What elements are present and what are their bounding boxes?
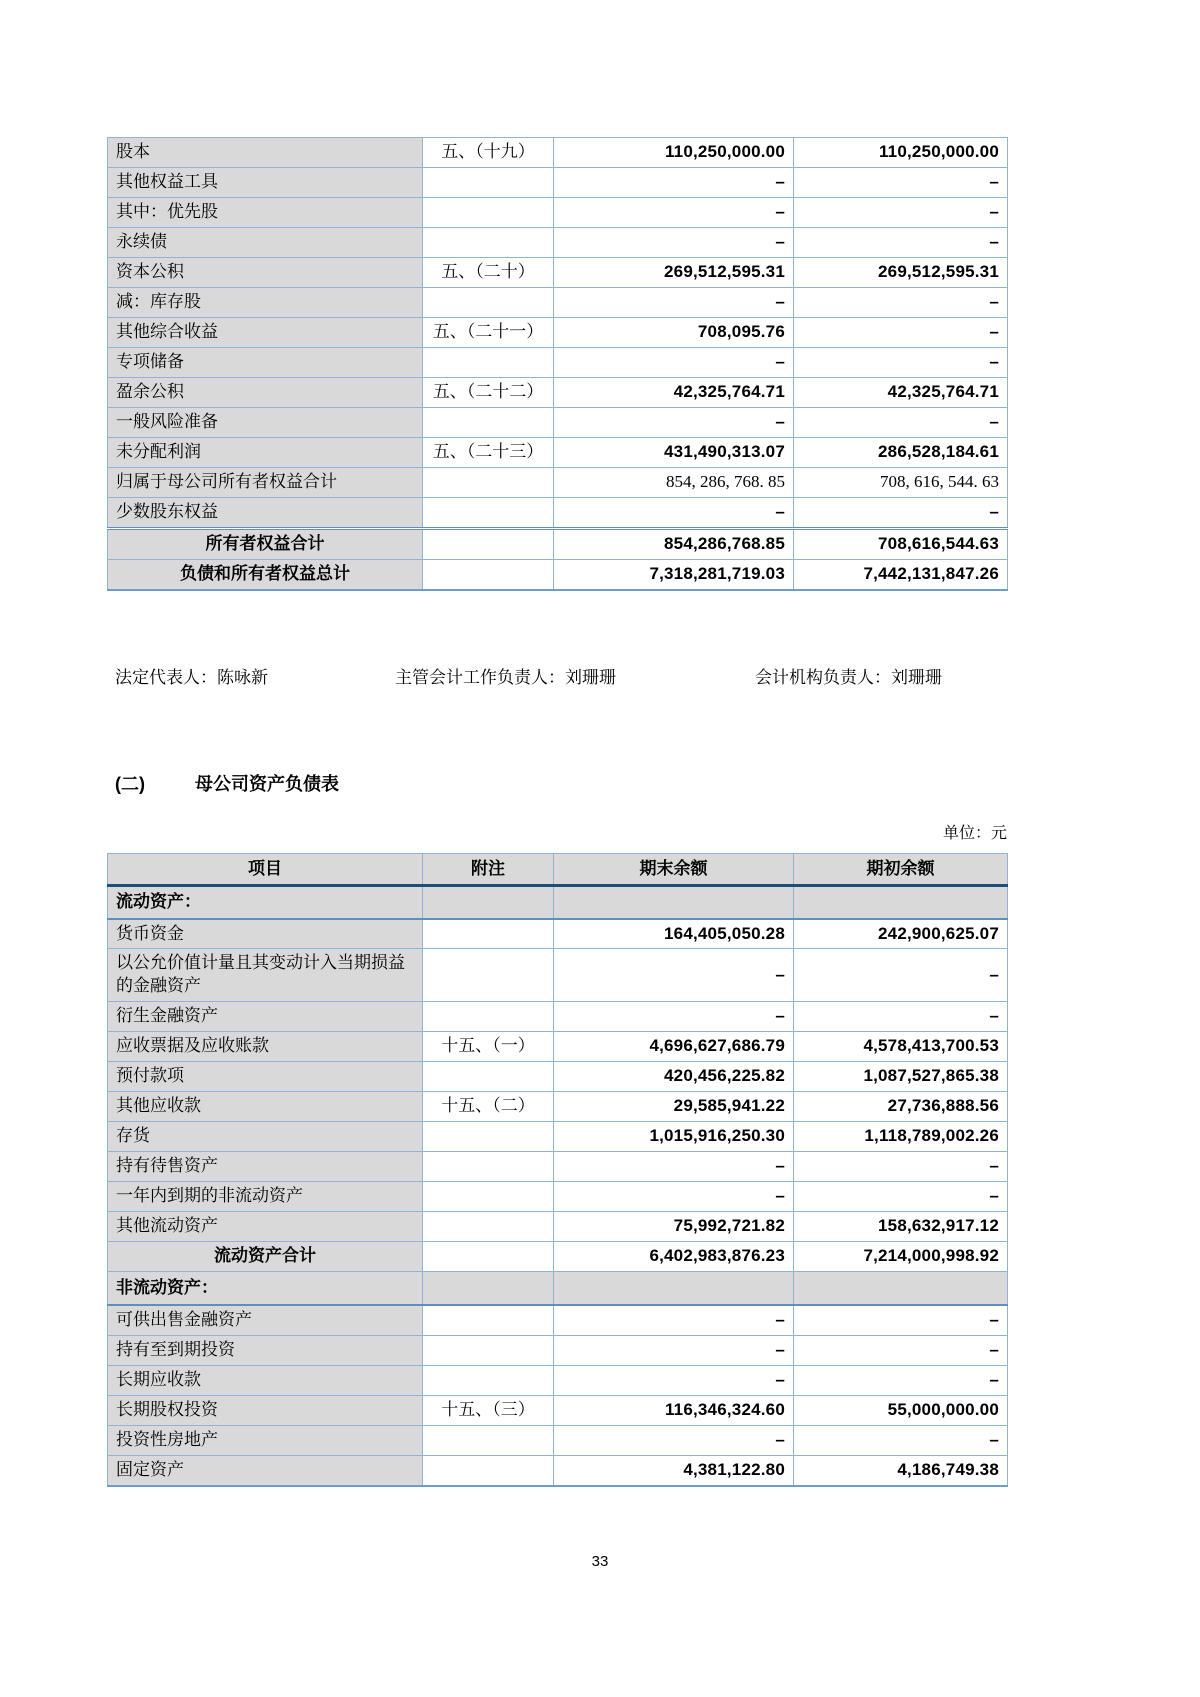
beginning-balance-cell: – [794, 198, 1008, 228]
ending-balance-cell: 164,405,050.28 [554, 919, 794, 949]
item-label-cell: 非流动资产： [108, 1272, 423, 1305]
table-row [108, 919, 1008, 949]
ending-balance-cell: 4,696,627,686.79 [554, 1032, 794, 1062]
beginning-balance-cell: – [794, 1335, 1008, 1365]
beginning-balance-cell: 1,087,527,865.38 [794, 1062, 1008, 1092]
note-cell [423, 559, 554, 589]
beginning-balance-cell: – [794, 1182, 1008, 1212]
ending-balance-cell: – [554, 1002, 794, 1032]
ending-balance-cell: – [554, 228, 794, 258]
ending-balance-cell: – [554, 498, 794, 529]
table-row [108, 1395, 1008, 1425]
column-header-ending-balance: 期末余额 [554, 854, 794, 886]
table-row [108, 288, 1008, 318]
balance-sheet-header [108, 854, 1008, 886]
balance-sheet-body [108, 886, 1008, 1486]
beginning-balance-cell: – [794, 1425, 1008, 1455]
table-row [108, 318, 1008, 348]
note-cell: 十五、（一） [423, 1032, 554, 1062]
table-row [108, 138, 1008, 168]
ending-balance-cell: 854, 286, 768. 85 [554, 468, 794, 498]
note-cell [423, 1062, 554, 1092]
item-label-cell: 衍生金融资产 [108, 1002, 423, 1032]
ending-balance-cell: – [554, 1365, 794, 1395]
note-cell [423, 348, 554, 378]
ending-balance-cell: 420,456,225.82 [554, 1062, 794, 1092]
accounting-agency-head-signature: 会计机构负责人：刘珊珊 [755, 668, 942, 687]
note-cell: 十五、（二） [423, 1092, 554, 1122]
note-cell [423, 1122, 554, 1152]
item-label-cell: 其他流动资产 [108, 1212, 423, 1242]
beginning-balance-cell: 4,186,749.38 [794, 1455, 1008, 1485]
beginning-balance-cell: 1,118,789,002.26 [794, 1122, 1008, 1152]
ending-balance-cell: – [554, 1182, 794, 1212]
note-cell [423, 1182, 554, 1212]
item-label-cell: 一年内到期的非流动资产 [108, 1182, 423, 1212]
beginning-balance-cell: 55,000,000.00 [794, 1395, 1008, 1425]
section-row [108, 886, 1008, 919]
table-row [108, 1122, 1008, 1152]
table-row [108, 348, 1008, 378]
ending-balance-cell: – [554, 168, 794, 198]
item-label-cell: 持有至到期投资 [108, 1335, 423, 1365]
note-cell [423, 498, 554, 529]
beginning-balance-cell: 7,214,000,998.92 [794, 1242, 1008, 1272]
item-label-cell: 应收票据及应收账款 [108, 1032, 423, 1062]
table-row [108, 1152, 1008, 1182]
unit-label: 单位：元 [942, 825, 1007, 842]
table-row [108, 408, 1008, 438]
subtotal-row [108, 1242, 1008, 1272]
note-cell [423, 919, 554, 949]
beginning-balance-cell: 286,528,184.61 [794, 438, 1008, 468]
section-row [108, 1272, 1008, 1305]
note-cell: 五、（二十） [423, 258, 554, 288]
beginning-balance-cell: – [794, 498, 1008, 529]
table-row [108, 228, 1008, 258]
table-row [108, 1032, 1008, 1062]
ending-balance-cell: – [554, 198, 794, 228]
beginning-balance-cell: 27,736,888.56 [794, 1092, 1008, 1122]
ending-balance-cell: – [554, 408, 794, 438]
item-label-cell: 其他应收款 [108, 1092, 423, 1122]
section-title: 母公司资产负债表 [195, 774, 339, 794]
subtotal-row [108, 528, 1008, 559]
note-cell [423, 1365, 554, 1395]
ending-balance-cell: – [554, 949, 794, 1002]
item-label-cell: 一般风险准备 [108, 408, 423, 438]
item-label-cell: 负债和所有者权益总计 [108, 559, 423, 589]
beginning-balance-cell: 708, 616, 544. 63 [794, 468, 1008, 498]
beginning-balance-cell [794, 1272, 1008, 1305]
item-label-cell: 存货 [108, 1122, 423, 1152]
beginning-balance-cell: 708,616,544.63 [794, 528, 1008, 559]
section-index: (二) [115, 774, 145, 794]
ending-balance-cell: 42,325,764.71 [554, 378, 794, 408]
ending-balance-cell [554, 886, 794, 919]
beginning-balance-cell: 110,250,000.00 [794, 138, 1008, 168]
ending-balance-cell: 29,585,941.22 [554, 1092, 794, 1122]
note-cell [423, 1002, 554, 1032]
item-label-cell: 资本公积 [108, 258, 423, 288]
ending-balance-cell: – [554, 1425, 794, 1455]
ending-balance-cell: – [554, 348, 794, 378]
note-cell [423, 1305, 554, 1335]
item-label-cell: 可供出售金融资产 [108, 1305, 423, 1335]
table-row [108, 1305, 1008, 1335]
ending-balance-cell: – [554, 288, 794, 318]
item-label-cell: 固定资产 [108, 1455, 423, 1485]
beginning-balance-cell: – [794, 1002, 1008, 1032]
item-label-cell: 持有待售资产 [108, 1152, 423, 1182]
header-row [108, 854, 1008, 886]
beginning-balance-cell: 4,578,413,700.53 [794, 1032, 1008, 1062]
beginning-balance-cell: – [794, 228, 1008, 258]
consolidated-equity-table [107, 137, 1008, 591]
table-row [108, 1182, 1008, 1212]
note-cell [423, 468, 554, 498]
item-label-cell: 投资性房地产 [108, 1425, 423, 1455]
beginning-balance-cell: – [794, 168, 1008, 198]
note-cell [423, 949, 554, 1002]
ending-balance-cell: 854,286,768.85 [554, 528, 794, 559]
ending-balance-cell: 1,015,916,250.30 [554, 1122, 794, 1152]
parent-company-balance-sheet-table [107, 853, 1008, 1487]
note-cell: 十五、（三） [423, 1395, 554, 1425]
note-cell [423, 228, 554, 258]
item-label-cell: 其他综合收益 [108, 318, 423, 348]
item-label-cell: 长期应收款 [108, 1365, 423, 1395]
item-label-cell: 长期股权投资 [108, 1395, 423, 1425]
beginning-balance-cell: – [794, 348, 1008, 378]
note-cell [423, 168, 554, 198]
note-cell [423, 288, 554, 318]
ending-balance-cell: – [554, 1305, 794, 1335]
note-cell [423, 1212, 554, 1242]
note-cell [423, 886, 554, 919]
ending-balance-cell: 269,512,595.31 [554, 258, 794, 288]
item-label-cell: 以公允价值计量且其变动计入当期损益的金融资产 [108, 949, 423, 1002]
note-cell: 五、（十九） [423, 138, 554, 168]
ending-balance-cell: – [554, 1335, 794, 1365]
table-row [108, 378, 1008, 408]
note-cell [423, 1272, 554, 1305]
table-row [108, 198, 1008, 228]
item-label-cell: 股本 [108, 138, 423, 168]
column-header-beginning-balance: 期初余额 [794, 854, 1008, 886]
note-cell: 五、（二十三） [423, 438, 554, 468]
note-cell [423, 528, 554, 559]
note-cell [423, 1455, 554, 1485]
ending-balance-cell: 431,490,313.07 [554, 438, 794, 468]
column-header-note: 附注 [423, 854, 554, 886]
note-cell: 五、（二十一） [423, 318, 554, 348]
table-row [108, 1335, 1008, 1365]
beginning-balance-cell: – [794, 318, 1008, 348]
item-label-cell: 归属于母公司所有者权益合计 [108, 468, 423, 498]
legal-representative-signature: 法定代表人：陈咏新 [115, 668, 268, 687]
equity-table-body [108, 138, 1008, 590]
beginning-balance-cell: – [794, 949, 1008, 1002]
item-label-cell: 流动资产合计 [108, 1242, 423, 1272]
table-row [108, 1425, 1008, 1455]
ending-balance-cell: 116,346,324.60 [554, 1395, 794, 1425]
signature-line [115, 663, 1095, 687]
beginning-balance-cell: 269,512,595.31 [794, 258, 1008, 288]
ending-balance-cell: 6,402,983,876.23 [554, 1242, 794, 1272]
note-cell [423, 1425, 554, 1455]
beginning-balance-cell: – [794, 1365, 1008, 1395]
beginning-balance-cell: 242,900,625.07 [794, 919, 1008, 949]
table-row [108, 1062, 1008, 1092]
note-cell [423, 198, 554, 228]
ending-balance-cell: 708,095.76 [554, 318, 794, 348]
table-row [108, 168, 1008, 198]
beginning-balance-cell: – [794, 1152, 1008, 1182]
ending-balance-cell: 110,250,000.00 [554, 138, 794, 168]
beginning-balance-cell: 42,325,764.71 [794, 378, 1008, 408]
item-label-cell: 少数股东权益 [108, 498, 423, 529]
table-row [108, 1365, 1008, 1395]
ending-balance-cell: 7,318,281,719.03 [554, 559, 794, 589]
table-row [108, 498, 1008, 529]
beginning-balance-cell: 158,632,917.12 [794, 1212, 1008, 1242]
chief-accountant-signature: 主管会计工作负责人：刘珊珊 [395, 668, 616, 687]
item-label-cell: 预付款项 [108, 1062, 423, 1092]
note-cell [423, 1152, 554, 1182]
page-number: 33 [591, 1553, 609, 1570]
note-cell: 五、（二十二） [423, 378, 554, 408]
item-label-cell: 减：库存股 [108, 288, 423, 318]
note-cell [423, 1335, 554, 1365]
item-label-cell: 永续债 [108, 228, 423, 258]
note-cell [423, 1242, 554, 1272]
table-row [108, 468, 1008, 498]
item-label-cell: 其中：优先股 [108, 198, 423, 228]
table-row [108, 1455, 1008, 1485]
table-row [108, 1002, 1008, 1032]
column-header-item: 项目 [108, 854, 423, 886]
item-label-cell: 流动资产： [108, 886, 423, 919]
ending-balance-cell: – [554, 1152, 794, 1182]
beginning-balance-cell: 7,442,131,847.26 [794, 559, 1008, 589]
beginning-balance-cell: – [794, 408, 1008, 438]
table-row [108, 1092, 1008, 1122]
subtotal-row [108, 559, 1008, 589]
ending-balance-cell: 4,381,122.80 [554, 1455, 794, 1485]
ending-balance-cell: 75,992,721.82 [554, 1212, 794, 1242]
section-heading [115, 770, 339, 796]
note-cell [423, 408, 554, 438]
item-label-cell: 所有者权益合计 [108, 528, 423, 559]
item-label-cell: 盈余公积 [108, 378, 423, 408]
equity-table-container [107, 137, 1008, 591]
item-label-cell: 货币资金 [108, 919, 423, 949]
beginning-balance-cell: – [794, 1305, 1008, 1335]
table-row [108, 1212, 1008, 1242]
table-row [108, 438, 1008, 468]
beginning-balance-cell: – [794, 288, 1008, 318]
balance-sheet-container [107, 853, 1008, 1487]
beginning-balance-cell [794, 886, 1008, 919]
item-label-cell: 专项储备 [108, 348, 423, 378]
item-label-cell: 未分配利润 [108, 438, 423, 468]
table-row [108, 258, 1008, 288]
table-row [108, 949, 1008, 1002]
item-label-cell: 其他权益工具 [108, 168, 423, 198]
ending-balance-cell [554, 1272, 794, 1305]
